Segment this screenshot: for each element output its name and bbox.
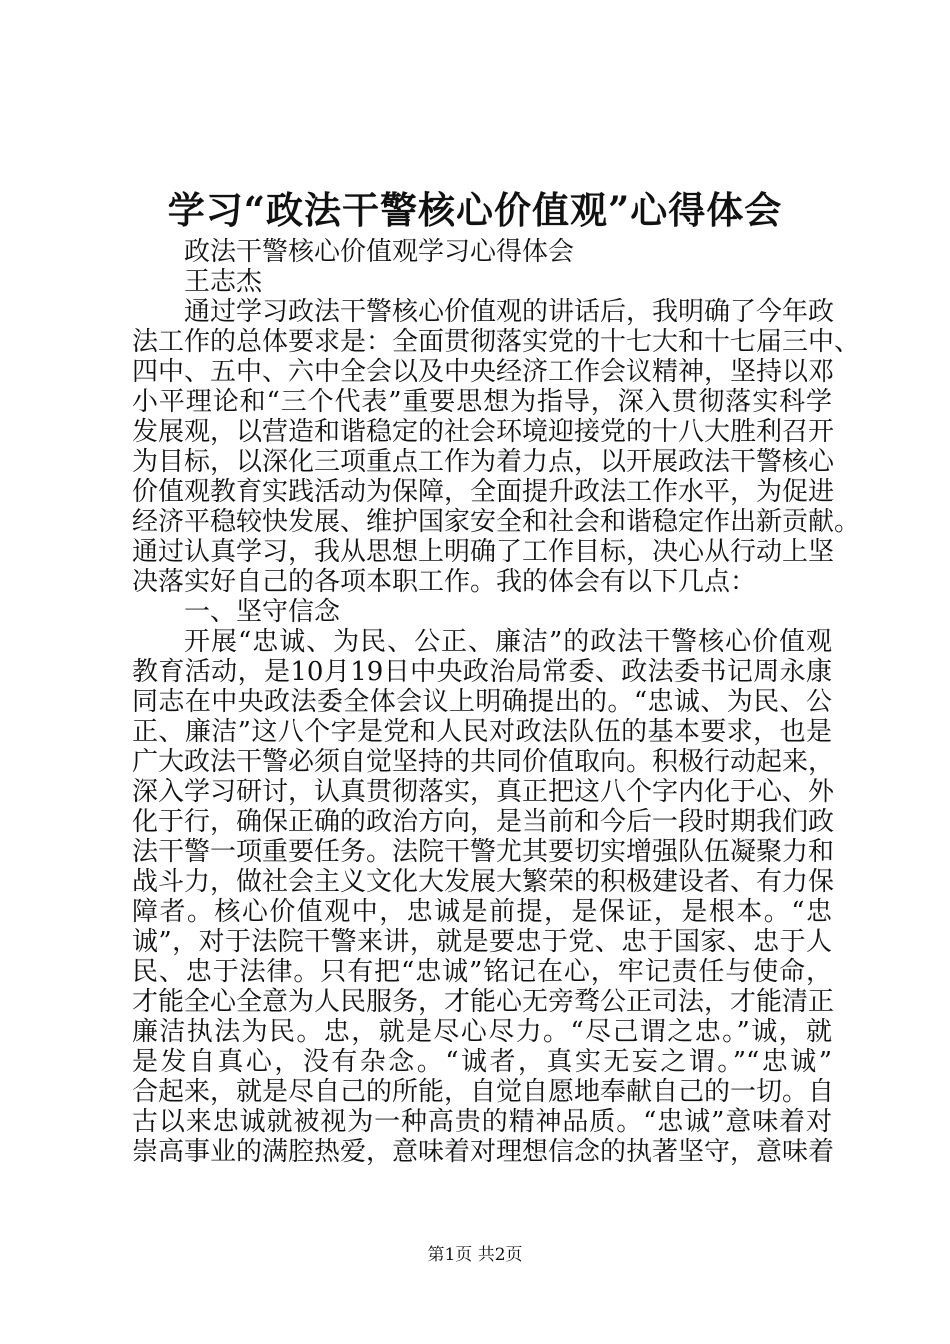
text-line: 通过认真学习，我从思想上明确了工作目标，决心从行动上坚 (132, 537, 835, 567)
text-line: 化于行，确保正确的政治方向，是当前和今后一段时期我们政 (132, 807, 835, 837)
text-line: 是发自真心，没有杂念。“诚者，真实无妄之谓。”“忠诚” (132, 1047, 832, 1077)
document-title: 学习“政法干警核心价值观”心得体会 (167, 188, 783, 232)
text-line: 小平理论和“三个代表”重要思想为指导，深入贯彻落实科学 (132, 387, 832, 417)
text-line: 广大政法干警必须自觉坚持的共同价值取向。积极行动起来， (132, 747, 835, 777)
text-line: 同志在中央政法委全体会议上明确提出的。“忠诚、为民、公 (132, 687, 832, 717)
text-line: 教育活动，是10月19日中央政治局常委、政法委书记周永康 (132, 657, 832, 687)
author-line: 王志杰 (184, 267, 263, 297)
text-line: 深入学习研讨，认真贯彻落实，真正把这八个字内化于心、外 (132, 777, 835, 807)
text-line: 才能全心全意为人民服务，才能心无旁骛公正司法，才能清正 (132, 987, 835, 1017)
text-line: 法工作的总体要求是：全面贯彻落实党的十七大和十七届三中、 (132, 327, 861, 357)
text-line: 诚”，对于法院干警来讲，就是要忠于党、忠于国家、忠于人 (132, 927, 832, 957)
subtitle-line: 政法干警核心价值观学习心得体会 (184, 237, 575, 267)
text-line: 价值观教育实践活动为保障，全面提升政法工作水平，为促进 (132, 477, 835, 507)
document-body (132, 237, 861, 1167)
text-line: 为目标，以深化三项重点工作为着力点，以开展政法干警核心 (132, 447, 835, 477)
text-line: 决落实好自己的各项本职工作。我的体会有以下几点： (132, 567, 757, 597)
text-line: 廉洁执法为民。忠，就是尽心尽力。“尽己谓之忠。”诚，就 (132, 1017, 832, 1047)
text-line: 障者。核心价值观中，忠诚是前提，是保证，是根本。“忠 (132, 897, 832, 927)
text-line: 四中、五中、六中全会以及中央经济工作会议精神，坚持以邓 (132, 357, 835, 387)
text-line: 通过学习政法干警核心价值观的讲话后，我明确了今年政 (184, 297, 835, 327)
section-heading: 一、坚守信念 (184, 597, 341, 627)
text-line: 法干警一项重要任务。法院干警尤其要切实增强队伍凝聚力和 (132, 837, 835, 867)
text-line: 经济平稳较快发展、维护国家安全和社会和谐稳定作出新贡献。 (132, 507, 861, 537)
text-line: 古以来忠诚就被视为一种高贵的精神品质。“忠诚”意味着对 (132, 1107, 832, 1137)
text-line: 正、廉洁”这八个字是党和人民对政法队伍的基本要求，也是 (132, 717, 832, 747)
text-line: 民、忠于法律。只有把“忠诚”铭记在心，牢记责任与使命， (132, 957, 832, 987)
text-line: 战斗力，做社会主义文化大发展大繁荣的积极建设者、有力保 (132, 867, 835, 897)
text-line: 发展观，以营造和谐稳定的社会环境迎接党的十八大胜利召开 (132, 417, 835, 447)
page-footer: 第1页 共2页 (427, 1245, 523, 1265)
text-line: 合起来，就是尽自己的所能，自觉自愿地奉献自己的一切。自 (132, 1077, 835, 1107)
text-line: 开展“忠诚、为民、公正、廉洁”的政法干警核心价值观 (184, 627, 832, 657)
text-line: 崇高事业的满腔热爱，意味着对理想信念的执著坚守，意味着 (132, 1137, 835, 1167)
